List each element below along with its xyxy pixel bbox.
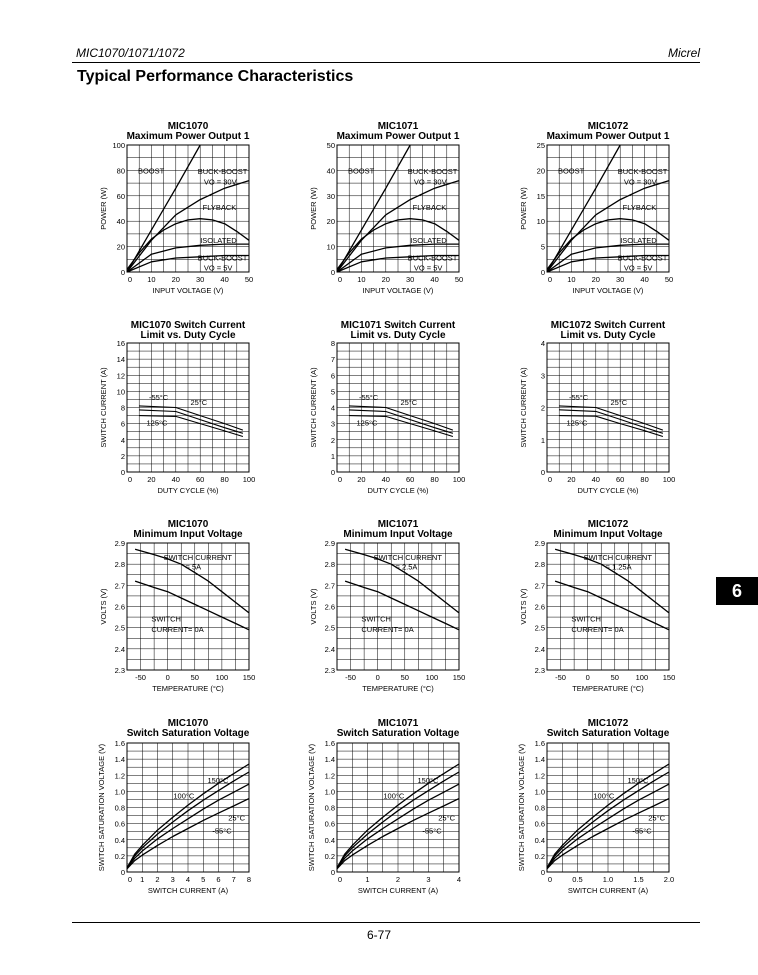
annotation-current-0a: CURRENT= 0A [151, 624, 204, 634]
y-tick-label: 5 [540, 242, 545, 252]
x-tick-label: 40 [430, 275, 439, 284]
x-tick-label: 20 [591, 275, 600, 284]
y-tick-label: 0.8 [114, 803, 125, 813]
y-tick-label: 2.5 [324, 623, 335, 633]
annotation-vo-5v: VO = 5V [623, 263, 653, 273]
y-tick-label: 0.6 [534, 819, 545, 829]
x-axis-label: SWITCH CURRENT (A) [357, 886, 439, 895]
x-tick-label: 3 [426, 875, 431, 884]
y-tick-label: 0 [120, 868, 125, 877]
x-tick-label: 6 [216, 875, 221, 884]
x-tick-label: 4 [185, 875, 191, 884]
y-tick-label: 0.2 [534, 851, 545, 861]
annotation-150c: 150°C [207, 775, 229, 785]
section-title: Typical Performance Characteristics [77, 68, 354, 85]
y-axis-label: POWER (W) [309, 187, 318, 230]
annotation-buck-boost-30: BUCK-BOOST [197, 167, 248, 177]
y-tick-label: 1 [330, 451, 335, 461]
x-tick-label: 60 [196, 475, 205, 484]
y-tick-label: 2.5 [114, 623, 125, 633]
y-tick-label: 2.4 [534, 644, 545, 654]
section-tab: 6 [716, 577, 758, 605]
y-tick-label: 3 [540, 371, 545, 381]
y-tick-label: 2.4 [114, 644, 125, 654]
annotation-25c: 25°C [648, 813, 666, 823]
y-tick-label: 0.8 [534, 803, 545, 813]
annotation-isolated: ISOLATED [200, 235, 237, 245]
x-tick-label: 0 [547, 875, 553, 884]
y-tick-label: 4 [120, 435, 125, 445]
y-axis-label: SWITCH CURRENT (A) [309, 367, 318, 448]
chart-title-line1: MIC1072 Switch Current [550, 320, 666, 331]
x-tick-label: 10 [147, 275, 156, 284]
x-tick-label: 80 [220, 475, 229, 484]
x-tick-label: 50 [664, 275, 674, 284]
y-tick-label: 1.4 [534, 755, 545, 765]
y-tick-label: 1.4 [324, 755, 335, 765]
chart-title-line2: Maximum Power Output 1 [336, 131, 460, 142]
chart-title-line2: Limit vs. Duty Cycle [350, 330, 446, 341]
y-tick-label: 40 [326, 166, 335, 176]
header-part-numbers: MIC1070/1071/1072 [76, 46, 185, 60]
x-tick-label: -50 [135, 673, 146, 682]
y-tick-label: 1 [540, 435, 545, 445]
y-tick-label: 20 [326, 217, 335, 227]
annotation-150c: 150°C [627, 775, 649, 785]
y-tick-label: 2.8 [534, 560, 545, 570]
annotation-flyback: FLYBACK [412, 202, 447, 212]
y-tick-label: 2.7 [534, 581, 545, 591]
chart-title-line2: Minimum Input Voltage [343, 529, 453, 540]
chart-8 [309, 539, 465, 693]
x-axis-label: SWITCH CURRENT (A) [147, 886, 229, 895]
y-tick-label: 1.2 [324, 771, 335, 781]
y-tick-label: 0.4 [534, 835, 545, 845]
annotation-100c: 100°C [173, 791, 195, 801]
y-tick-label: 1.2 [534, 771, 545, 781]
y-tick-label: 2.8 [114, 560, 125, 570]
x-tick-label: 40 [171, 475, 180, 484]
chart-4 [99, 339, 255, 495]
x-tick-label: 50 [244, 275, 254, 284]
x-tick-label: 30 [616, 275, 625, 284]
x-tick-label: 80 [430, 475, 439, 484]
y-tick-label: 0 [330, 268, 335, 277]
x-tick-label: 0 [165, 673, 170, 682]
chart-6 [519, 339, 675, 495]
x-tick-label: 150 [452, 673, 466, 682]
y-tick-label: 80 [116, 166, 125, 176]
y-tick-label: 6 [330, 371, 335, 381]
y-tick-label: 25 [536, 141, 545, 150]
x-axis-label: TEMPERATURE (°C) [362, 684, 434, 693]
y-tick-label: 0 [330, 468, 335, 477]
y-tick-label: 4 [330, 403, 335, 413]
annotation-minus-55c: -55°C [632, 826, 652, 836]
x-tick-label: -50 [555, 673, 566, 682]
annotation-25c: 25°C [190, 397, 208, 407]
annotation-boost: BOOST [137, 166, 165, 176]
annotation-switch: SWITCH [571, 614, 601, 624]
y-tick-label: 10 [536, 217, 545, 227]
x-tick-label: 30 [196, 275, 205, 284]
y-tick-label: 2.3 [114, 666, 125, 675]
y-tick-label: 0 [540, 268, 545, 277]
annotation-minus-55c: -55°C [212, 826, 232, 836]
chart-title-line1: MIC1071 Switch Current [340, 320, 456, 331]
chart-title-line1: MIC1070 [167, 121, 209, 132]
x-tick-label: 50 [454, 275, 464, 284]
x-tick-label: 7 [231, 875, 236, 884]
x-tick-label: 1.5 [633, 875, 644, 884]
y-tick-label: 0.8 [324, 803, 335, 813]
y-tick-label: 0.6 [114, 819, 125, 829]
y-tick-label: 2 [330, 435, 335, 445]
x-tick-label: 0 [337, 475, 343, 484]
x-tick-label: 20 [567, 475, 576, 484]
y-axis-label: SWITCH CURRENT (A) [519, 367, 528, 448]
y-tick-label: 0 [120, 268, 125, 277]
chart-title-line2: Limit vs. Duty Cycle [560, 330, 656, 341]
y-tick-label: 20 [536, 166, 545, 176]
y-axis-label: SWITCH SATURATION VOLTAGE (V) [97, 743, 106, 872]
y-tick-label: 100 [112, 141, 125, 150]
annotation-switch-current-value: = 5A [185, 562, 202, 572]
annotation-isolated: ISOLATED [410, 235, 447, 245]
x-tick-label: -50 [345, 673, 356, 682]
y-tick-label: 0.4 [114, 835, 125, 845]
annotation-buck-boost-5: BUCK-BOOST [197, 253, 248, 263]
x-tick-label: 0 [337, 275, 343, 284]
x-tick-label: 5 [201, 875, 206, 884]
x-tick-label: 2 [155, 875, 160, 884]
x-tick-label: 0 [547, 275, 553, 284]
x-tick-label: 0 [547, 475, 553, 484]
x-tick-label: 40 [220, 275, 229, 284]
chart-title-line2: Maximum Power Output 1 [126, 131, 250, 142]
header-brand: Micrel [668, 46, 700, 60]
chart-title-line1: MIC1072 [587, 718, 629, 729]
annotation-minus-55c: -55°C [422, 826, 442, 836]
x-axis-label: DUTY CYCLE (%) [577, 486, 639, 495]
y-tick-label: 0 [540, 468, 545, 477]
annotation-flyback: FLYBACK [202, 202, 237, 212]
x-tick-label: 50 [190, 673, 199, 682]
chart-2 [309, 141, 463, 295]
annotation-current-0a: CURRENT= 0A [361, 624, 414, 634]
y-tick-label: 0.2 [114, 851, 125, 861]
chart-title-line1: MIC1070 [167, 519, 209, 530]
chart-title-line1: MIC1070 Switch Current [130, 320, 246, 331]
annotation-switch-current-value: = 2.5A [395, 562, 418, 572]
x-tick-label: 0 [127, 475, 133, 484]
annotation-switch-current-value: = 1.25A [605, 562, 632, 572]
annotation-vo-30v: VO = 30V [623, 177, 657, 187]
annotation-vo-5v: VO = 5V [413, 263, 443, 273]
y-tick-label: 2.7 [114, 581, 125, 591]
x-tick-label: 80 [640, 475, 649, 484]
chart-title-line2: Minimum Input Voltage [553, 529, 663, 540]
y-tick-label: 4 [540, 339, 545, 348]
annotation-vo-30v: VO = 30V [413, 177, 447, 187]
x-tick-label: 1 [140, 875, 145, 884]
x-tick-label: 50 [610, 673, 619, 682]
x-axis-label: INPUT VOLTAGE (V) [572, 286, 644, 295]
x-tick-label: 50 [400, 673, 409, 682]
y-tick-label: 8 [120, 403, 125, 413]
y-tick-label: 1.4 [114, 755, 125, 765]
y-tick-label: 40 [116, 217, 125, 227]
y-tick-label: 20 [116, 242, 125, 252]
x-axis-label: TEMPERATURE (°C) [572, 684, 644, 693]
x-tick-label: 0 [375, 673, 380, 682]
y-tick-label: 2.9 [114, 539, 125, 548]
x-tick-label: 40 [640, 275, 649, 284]
annotation-buck-boost-5: BUCK-BOOST [617, 253, 668, 263]
y-tick-label: 2.7 [324, 581, 335, 591]
annotation-flyback: FLYBACK [622, 202, 657, 212]
chart-title-line2: Switch Saturation Voltage [126, 728, 250, 739]
x-tick-label: 20 [381, 275, 390, 284]
x-tick-label: 100 [215, 673, 229, 682]
x-tick-label: 0.5 [572, 875, 583, 884]
annotation-minus-55c: -55°C [148, 392, 169, 402]
chart-7 [99, 539, 255, 693]
y-tick-label: 0 [330, 868, 335, 877]
x-tick-label: 100 [635, 673, 649, 682]
annotation-switch-current: SWITCH CURRENT [373, 553, 442, 563]
x-tick-label: 3 [170, 875, 175, 884]
annotation-25c: 25°C [400, 397, 418, 407]
y-tick-label: 2.9 [534, 539, 545, 548]
chart-1 [99, 141, 253, 295]
x-tick-label: 100 [425, 673, 439, 682]
y-tick-label: 0.6 [324, 819, 335, 829]
chart-9 [519, 539, 675, 693]
annotation-125c: 125°C [356, 418, 378, 428]
x-tick-label: 20 [147, 475, 156, 484]
y-tick-label: 1.6 [324, 739, 335, 748]
chart-title-line1: MIC1072 [587, 121, 629, 132]
x-axis-label: TEMPERATURE (°C) [152, 684, 224, 693]
annotation-buck-boost-30: BUCK-BOOST [407, 167, 458, 177]
annotation-25c: 25°C [438, 813, 456, 823]
x-tick-label: 0 [337, 875, 343, 884]
x-tick-label: 150 [242, 673, 256, 682]
x-tick-label: 100 [662, 475, 676, 484]
chart-title-line2: Maximum Power Output 1 [546, 131, 670, 142]
x-tick-label: 1 [365, 875, 370, 884]
x-tick-label: 40 [381, 475, 390, 484]
y-tick-label: 2 [120, 451, 125, 461]
x-axis-label: DUTY CYCLE (%) [367, 486, 429, 495]
annotation-vo-30v: VO = 30V [203, 177, 237, 187]
x-tick-label: 20 [357, 475, 366, 484]
y-tick-label: 2.6 [114, 602, 125, 612]
chart-12 [517, 739, 674, 895]
annotation-25c: 25°C [610, 397, 628, 407]
y-tick-label: 7 [330, 355, 335, 365]
y-tick-label: 10 [116, 387, 125, 397]
y-tick-label: 14 [116, 355, 125, 365]
x-tick-label: 0 [585, 673, 590, 682]
y-tick-label: 0 [120, 468, 125, 477]
chart-title-line2: Switch Saturation Voltage [546, 728, 670, 739]
x-tick-label: 10 [357, 275, 366, 284]
annotation-150c: 150°C [417, 775, 439, 785]
chart-10 [97, 739, 251, 895]
chart-title-line2: Minimum Input Voltage [133, 529, 243, 540]
y-tick-label: 12 [116, 371, 125, 381]
annotation-boost: BOOST [557, 166, 585, 176]
y-axis-label: POWER (W) [519, 187, 528, 230]
x-tick-label: 1.0 [602, 875, 614, 884]
y-axis-label: SWITCH SATURATION VOLTAGE (V) [517, 743, 526, 872]
x-tick-label: 2.0 [663, 875, 675, 884]
y-tick-label: 10 [326, 242, 335, 252]
y-axis-label: POWER (W) [99, 187, 108, 230]
y-tick-label: 1.2 [114, 771, 125, 781]
y-tick-label: 6 [120, 419, 125, 429]
x-tick-label: 60 [616, 475, 625, 484]
x-tick-label: 60 [406, 475, 415, 484]
chart-title-line1: MIC1070 [167, 718, 209, 729]
chart-title-line2: Limit vs. Duty Cycle [140, 330, 236, 341]
x-tick-label: 20 [171, 275, 180, 284]
x-tick-label: 10 [567, 275, 576, 284]
annotation-switch-current: SWITCH CURRENT [583, 553, 652, 563]
y-axis-label: SWITCH SATURATION VOLTAGE (V) [307, 743, 316, 872]
annotation-buck-boost-30: BUCK-BOOST [617, 167, 668, 177]
annotation-minus-55c: -55°C [358, 392, 379, 402]
y-tick-label: 60 [116, 191, 125, 201]
x-axis-label: SWITCH CURRENT (A) [567, 886, 649, 895]
chart-5 [309, 339, 465, 495]
y-tick-label: 1.0 [324, 787, 335, 797]
y-tick-label: 2.6 [324, 602, 335, 612]
chart-11 [307, 739, 461, 895]
y-tick-label: 2.5 [534, 623, 545, 633]
page-number: 6-77 [366, 928, 392, 942]
annotation-current-0a: CURRENT= 0A [571, 624, 624, 634]
x-tick-label: 150 [662, 673, 676, 682]
y-tick-label: 2.4 [324, 644, 335, 654]
chart-title-line1: MIC1071 [377, 519, 419, 530]
y-axis-label: VOLTS (V) [309, 588, 318, 625]
y-tick-label: 50 [326, 141, 335, 150]
y-tick-label: 5 [330, 387, 335, 397]
y-tick-label: 2.6 [534, 602, 545, 612]
y-tick-label: 15 [536, 191, 545, 201]
annotation-isolated: ISOLATED [620, 235, 657, 245]
annotation-switch-current: SWITCH CURRENT [163, 553, 232, 563]
y-tick-label: 16 [116, 339, 125, 348]
y-tick-label: 2.8 [324, 560, 335, 570]
x-tick-label: 8 [246, 875, 252, 884]
y-tick-label: 30 [326, 191, 335, 201]
x-tick-label: 2 [395, 875, 401, 884]
x-tick-label: 0 [127, 875, 133, 884]
x-tick-label: 30 [406, 275, 415, 284]
annotation-100c: 100°C [383, 791, 405, 801]
x-axis-label: DUTY CYCLE (%) [157, 486, 219, 495]
annotation-vo-5v: VO = 5V [203, 263, 233, 273]
y-tick-label: 2 [540, 403, 545, 413]
y-tick-label: 0.4 [324, 835, 335, 845]
y-tick-label: 2.3 [534, 666, 545, 675]
x-tick-label: 100 [452, 475, 466, 484]
chart-3 [519, 141, 673, 295]
y-axis-label: SWITCH CURRENT (A) [99, 367, 108, 448]
chart-title-line2: Switch Saturation Voltage [336, 728, 460, 739]
x-tick-label: 4 [456, 875, 462, 884]
annotation-switch: SWITCH [361, 614, 391, 624]
x-tick-label: 0 [127, 275, 133, 284]
annotation-minus-55c: -55°C [568, 392, 589, 402]
chart-title-line1: MIC1072 [587, 519, 629, 530]
y-tick-label: 8 [330, 339, 335, 348]
y-axis-label: VOLTS (V) [99, 588, 108, 625]
y-tick-label: 1.0 [534, 787, 545, 797]
y-tick-label: 1.6 [114, 739, 125, 748]
x-tick-label: 40 [591, 475, 600, 484]
footer-rule [72, 922, 700, 923]
y-tick-label: 1.0 [114, 787, 125, 797]
chart-title-line1: MIC1071 [377, 718, 419, 729]
annotation-boost: BOOST [347, 166, 375, 176]
x-tick-label: 100 [242, 475, 256, 484]
annotation-25c: 25°C [228, 813, 246, 823]
y-tick-label: 0 [540, 868, 545, 877]
annotation-100c: 100°C [593, 791, 615, 801]
annotation-buck-boost-5: BUCK-BOOST [407, 253, 458, 263]
y-tick-label: 2.9 [324, 539, 335, 548]
annotation-125c: 125°C [146, 418, 168, 428]
chart-title-line1: MIC1071 [377, 121, 419, 132]
annotation-125c: 125°C [566, 418, 588, 428]
y-tick-label: 0.2 [324, 851, 335, 861]
y-tick-label: 3 [330, 419, 335, 429]
y-tick-label: 1.6 [534, 739, 545, 748]
y-axis-label: VOLTS (V) [519, 588, 528, 625]
annotation-switch: SWITCH [151, 614, 181, 624]
x-axis-label: INPUT VOLTAGE (V) [362, 286, 434, 295]
y-tick-label: 2.3 [324, 666, 335, 675]
x-axis-label: INPUT VOLTAGE (V) [152, 286, 224, 295]
